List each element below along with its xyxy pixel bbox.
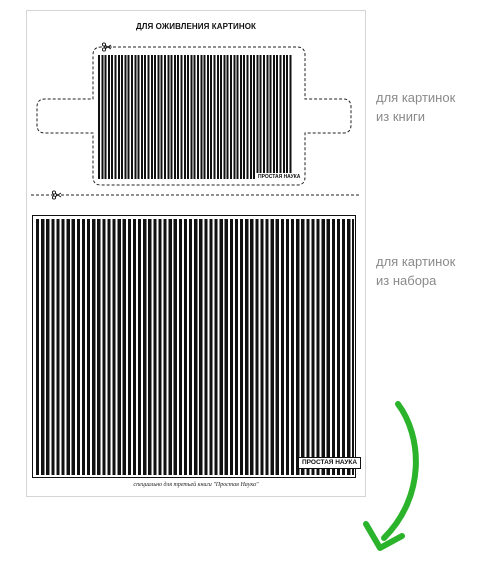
- footer-note: специально для третьей книги "Простая Наука": [133, 482, 259, 488]
- label-line: из набора: [376, 273, 437, 288]
- small-stripe-overlay: [98, 55, 292, 179]
- label-line: для картинок: [376, 254, 456, 269]
- label-for-book-pictures: [376, 88, 455, 126]
- label-for-set-pictures: [376, 252, 455, 290]
- sheet-title: ДЛЯ ОЖИВЛЕНИЯ КАРТИНОК: [135, 22, 257, 31]
- big-card-brand: ПРОСТАЯ НАУКА: [298, 457, 361, 469]
- curved-arrow-down-icon: [360, 396, 450, 556]
- printable-sheet: [26, 10, 366, 497]
- label-line: из книги: [376, 109, 425, 124]
- small-card-brand: ПРОСТАЯ НАУКА: [258, 174, 301, 180]
- label-line: для картинок: [376, 90, 456, 105]
- big-stripe-overlay: [36, 219, 354, 475]
